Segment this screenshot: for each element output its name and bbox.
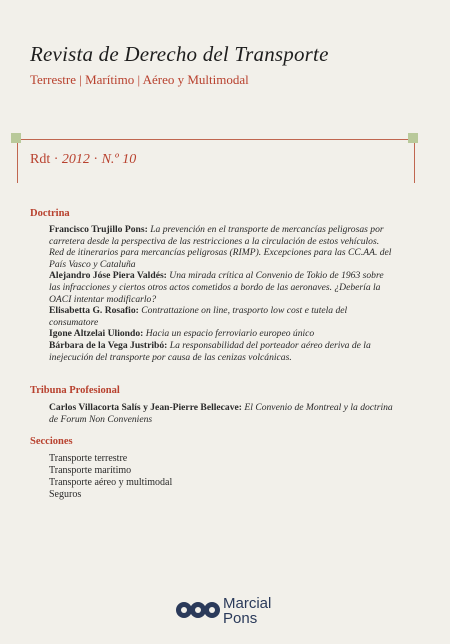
issue-year: 2012 (61, 152, 90, 167)
corner-square-left (11, 133, 21, 143)
entry-author: Francisco Trujillo Pons: (49, 224, 148, 235)
publisher-logo (175, 592, 305, 628)
section-heading-tribuna: Tribuna Profesional (30, 385, 120, 396)
frame-left-rule (17, 139, 18, 183)
issue-number: N.º 10 (101, 152, 137, 167)
issue-line (30, 152, 136, 168)
publisher-logo-icon (175, 600, 221, 620)
publisher-name (223, 596, 271, 626)
publisher-name-line1: Marcial (223, 595, 272, 612)
tribuna-list (49, 402, 394, 425)
entry-author: Carlos Villacorta Salís y Jean-Pierre Bellecave: (49, 402, 242, 413)
corner-square-right (408, 133, 418, 143)
tribuna-entry (49, 402, 394, 425)
entry-author: Alejandro Jóse Piera Valdés: (49, 270, 167, 282)
issue-separator: · (89, 152, 102, 167)
entry-title: La prevención en el transporte de mercancías peligrosas por carretera desde la perspectiva de las restricciones a la circulación de estos vehículos. Red de itinerarios para mercancías peligrosas (RIMP). Excepciones para las CC.AA. del País Vasco y Cataluña (49, 224, 392, 270)
entry-author: Bárbara de la Vega Justribó: (49, 339, 168, 351)
journal-subtitle: Terrestre | Marítimo | Aéreo y Multimodal (30, 72, 249, 87)
entry-title: Contrattazione on line, trasporto low cost e tutela del consumatore (49, 305, 348, 328)
secciones-item: Seguros (49, 489, 82, 500)
doctrina-entry (49, 305, 394, 328)
secciones-item: Transporte terrestre (49, 453, 128, 464)
frame-top-rule (17, 139, 414, 140)
entry-title: Hacia un espacio ferroviario europeo único (145, 328, 315, 340)
doctrina-list (49, 224, 394, 363)
doctrina-entry (49, 270, 394, 305)
secciones-list (49, 453, 172, 501)
section-heading-doctrina: Doctrina (30, 208, 70, 219)
doctrina-entry (49, 224, 394, 270)
secciones-item: Transporte marítimo (49, 465, 132, 476)
entry-title: La responsabilidad del porteador aéreo deriva de la inejecución del transporte por causa de las cenizas volcánicas. (49, 339, 371, 363)
entry-author: Elisabetta G. Rosafio: (49, 305, 139, 317)
issue-separator: · (50, 152, 62, 167)
entry-title: El Convenio de Montreal y la doctrina de Forum Non Conveniens (49, 402, 393, 425)
doctrina-entry (49, 328, 394, 340)
publisher-name-line2: Pons (223, 610, 258, 627)
section-heading-secciones: Secciones (30, 436, 73, 447)
doctrina-entry (49, 340, 394, 363)
secciones-item: Transporte aéreo y multimodal (49, 477, 173, 488)
entry-author: Igone Altzelai Uliondo: (49, 328, 144, 340)
frame-right-rule (414, 139, 415, 183)
issue-abbr: Rdt (30, 152, 51, 167)
journal-title: Revista de Derecho del Transporte (30, 42, 329, 66)
entry-title: Una mirada crítica al Convenio de Tokio de 1963 sobre las infracciones y ciertos otros actos cometidos a bordo de las aeronaves. ¿Debería la OACI intentar modificarlo? (49, 270, 384, 305)
